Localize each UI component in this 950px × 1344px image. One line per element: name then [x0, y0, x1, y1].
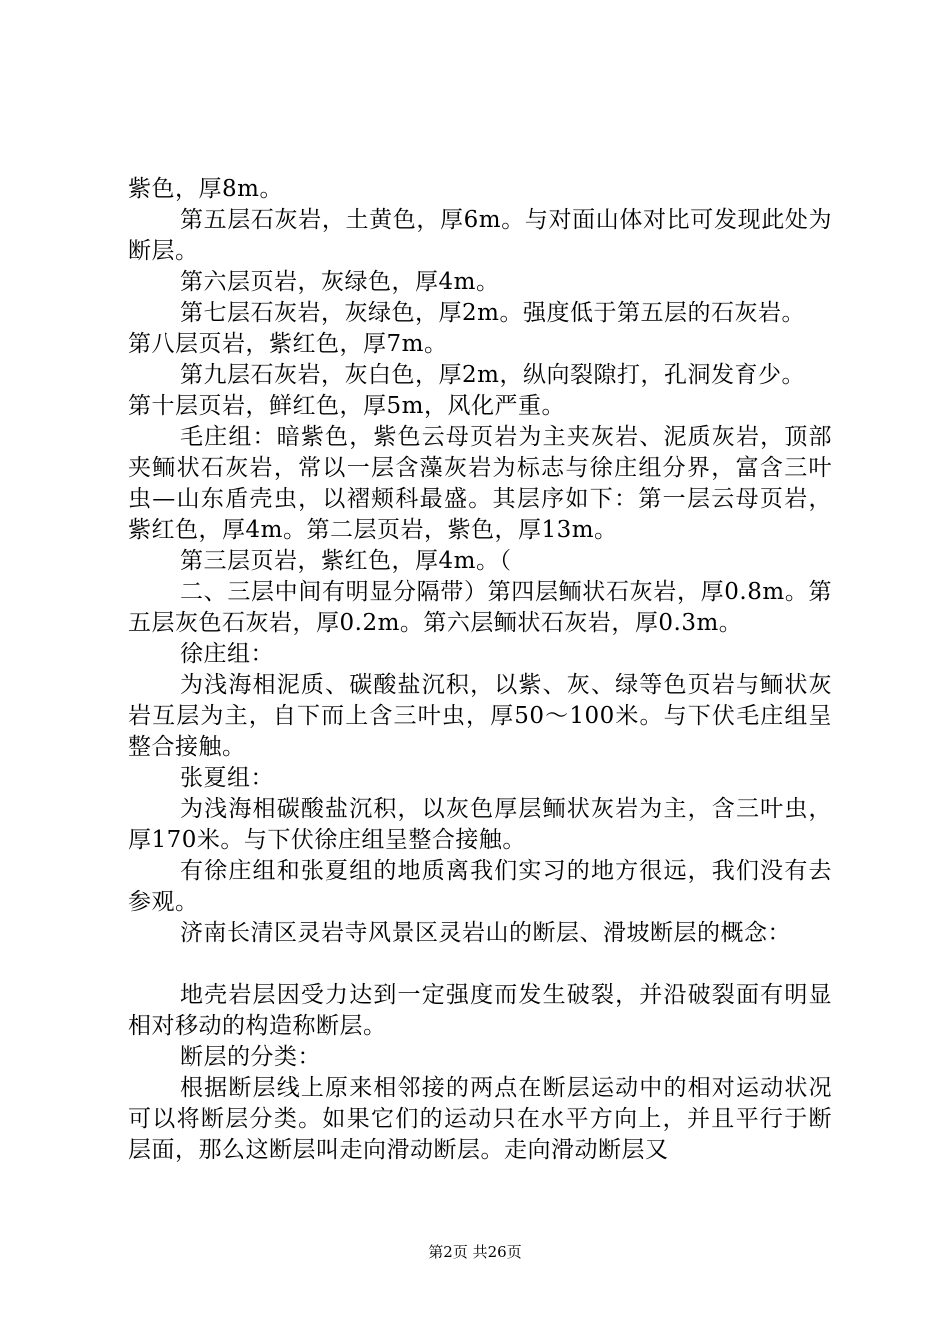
page-number-label: 第2页 共26页 — [428, 1243, 522, 1261]
paragraph: 徐庄组： — [180, 641, 274, 667]
document-body — [128, 174, 832, 1166]
blank-line — [128, 949, 832, 980]
paragraph: 第八层页岩，紫红色，厚7m。 — [128, 331, 448, 357]
paragraph: 第十层页岩，鲜红色，厚5m，风化严重。 — [128, 393, 565, 419]
paragraph: 第五层石灰岩，土黄色，厚6m。与对面山体对比可发现此处为断层。 — [128, 207, 832, 264]
paragraph: 第九层石灰岩，灰白色，厚2m，纵向裂隙打，孔洞发育少。 — [180, 362, 805, 388]
paragraph: 紫色，厚8m。 — [128, 176, 283, 202]
paragraph: 第六层页岩，灰绿色，厚4m。 — [180, 269, 500, 295]
paragraph: 第七层石灰岩，灰绿色，厚2m。强度低于第五层的石灰岩。 — [180, 300, 805, 326]
paragraph: 为浅海相碳酸盐沉积，以灰色厚层鲕状灰岩为主，含三叶虫，厚170米。与下伏徐庄组呈整合接触。 — [128, 796, 832, 853]
paragraph: 为浅海相泥质、碳酸盐沉积，以紫、灰、绿等色页岩与鲕状灰岩互层为主，自下而上含三叶虫，厚50～100米。与下伏毛庄组呈整合接触。 — [128, 672, 832, 760]
paragraph: 济南长清区灵岩寺风景区灵岩山的断层、滑坡断层的概念： — [180, 920, 791, 946]
page-footer — [0, 1242, 950, 1262]
paragraph: 有徐庄组和张夏组的地质离我们实习的地方很远，我们没有去参观。 — [128, 858, 832, 915]
paragraph: 地壳岩层因受力达到一定强度而发生破裂，并沿破裂面有明显相对移动的构造称断层。 — [128, 982, 832, 1039]
paragraph: 第三层页岩，紫红色，厚4m。（ — [180, 548, 512, 574]
paragraph: 张夏组： — [180, 765, 274, 791]
paragraph: 断层的分类： — [180, 1044, 321, 1070]
paragraph: 根据断层线上原来相邻接的两点在断层运动中的相对运动状况可以将断层分类。如果它们的运动只在水平方向上，并且平行于断层面，那么这断层叫走向滑动断层。走向滑动断层又 — [128, 1075, 832, 1163]
paragraph: 毛庄组：暗紫色，紫色云母页岩为主夹灰岩、泥质灰岩，顶部夹鲕状石灰岩，常以一层含藻灰岩为标志与徐庄组分界，富含三叶虫—山东盾壳虫，以褶颊科最盛。其层序如下：第一层云母页岩，紫红色，厚4m。第二层页岩，紫色，厚13m。 — [128, 424, 832, 543]
paragraph: 二、三层中间有明显分隔带）第四层鲕状石灰岩，厚0.8m。第五层灰色石灰岩，厚0.2m。第六层鲕状石灰岩，厚0.3m。 — [128, 579, 832, 636]
